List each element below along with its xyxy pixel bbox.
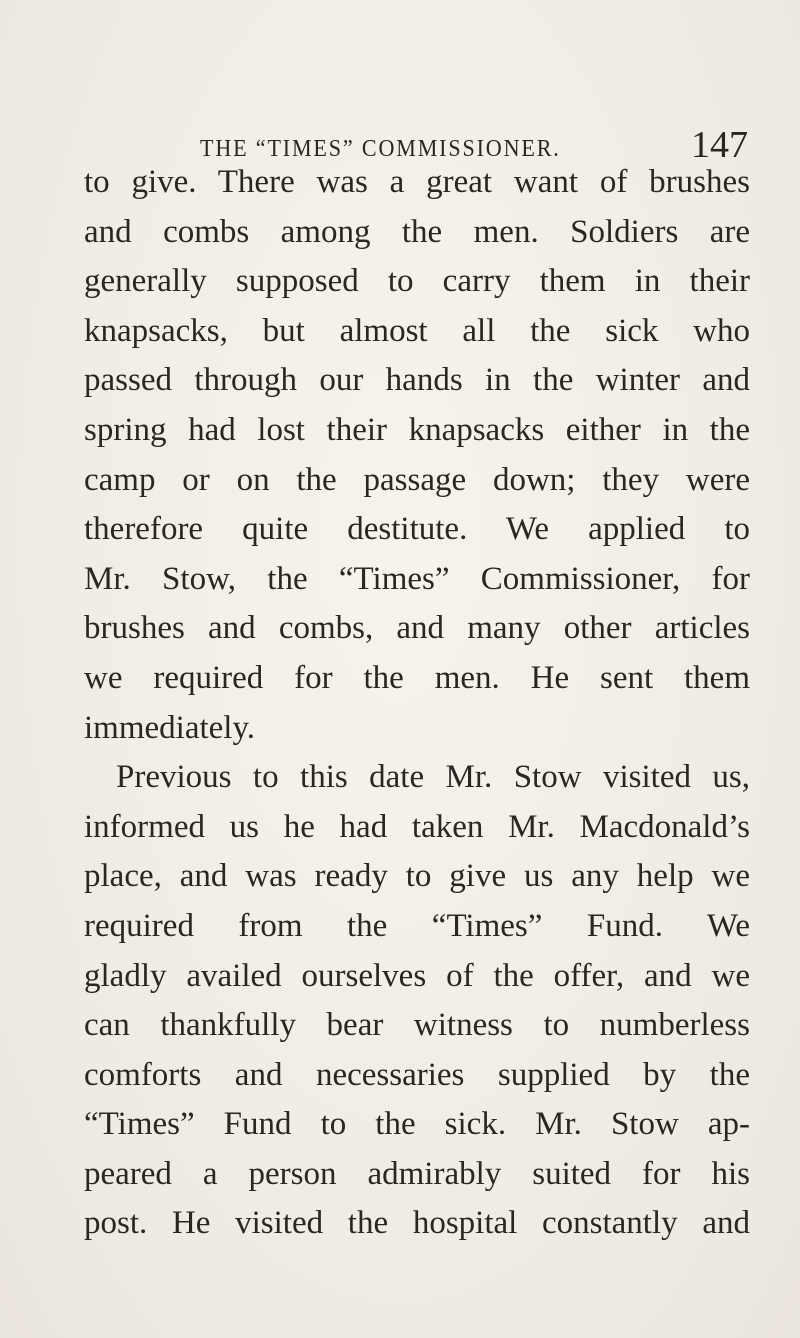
text-line: therefore quite destitute. We applied to xyxy=(84,511,750,548)
text-line: “Times” Fund to the sick. Mr. Stow ap- xyxy=(84,1106,750,1143)
text-line: peared a person admirably suited for his xyxy=(84,1155,750,1192)
text-line: and combs among the men. Soldiers are xyxy=(84,213,750,250)
paragraph-end-line: immediately. xyxy=(84,709,256,746)
text-line: passed through our hands in the winter and xyxy=(84,362,750,399)
paragraph-start-line: Previous to this date Mr. Stow visited us, xyxy=(116,759,750,796)
text-line: spring had lost their knapsacks either in the xyxy=(84,411,750,448)
text-line: we required for the men. He sent them xyxy=(84,659,750,696)
page-number: 147 xyxy=(691,124,748,166)
text-line: gladly availed ourselves of the offer, and we xyxy=(84,957,750,994)
text-line: can thankfully bear witness to numberless xyxy=(84,1007,750,1044)
text-line: post. He visited the hospital constantly and xyxy=(84,1205,750,1242)
text-line: generally supposed to carry them in their xyxy=(84,263,750,300)
body-text xyxy=(84,158,750,1249)
text-line: informed us he had taken Mr. Macdonald’s xyxy=(84,808,750,845)
text-line: to give. There was a great want of brushes xyxy=(84,164,750,200)
text-line: Mr. Stow, the “Times” Commissioner, for xyxy=(84,560,750,597)
text-line: place, and was ready to give us any help we xyxy=(84,858,750,895)
text-line: comforts and necessaries supplied by the xyxy=(84,1056,750,1093)
text-line: camp or on the passage down; they were xyxy=(84,461,750,498)
text-line: required from the “Times” Fund. We xyxy=(84,907,750,944)
text-line: knapsacks, but almost all the sick who xyxy=(84,312,750,349)
running-title: THE “TIMES” COMMISSIONER. xyxy=(200,136,561,162)
text-line: brushes and combs, and many other articles xyxy=(84,610,750,647)
